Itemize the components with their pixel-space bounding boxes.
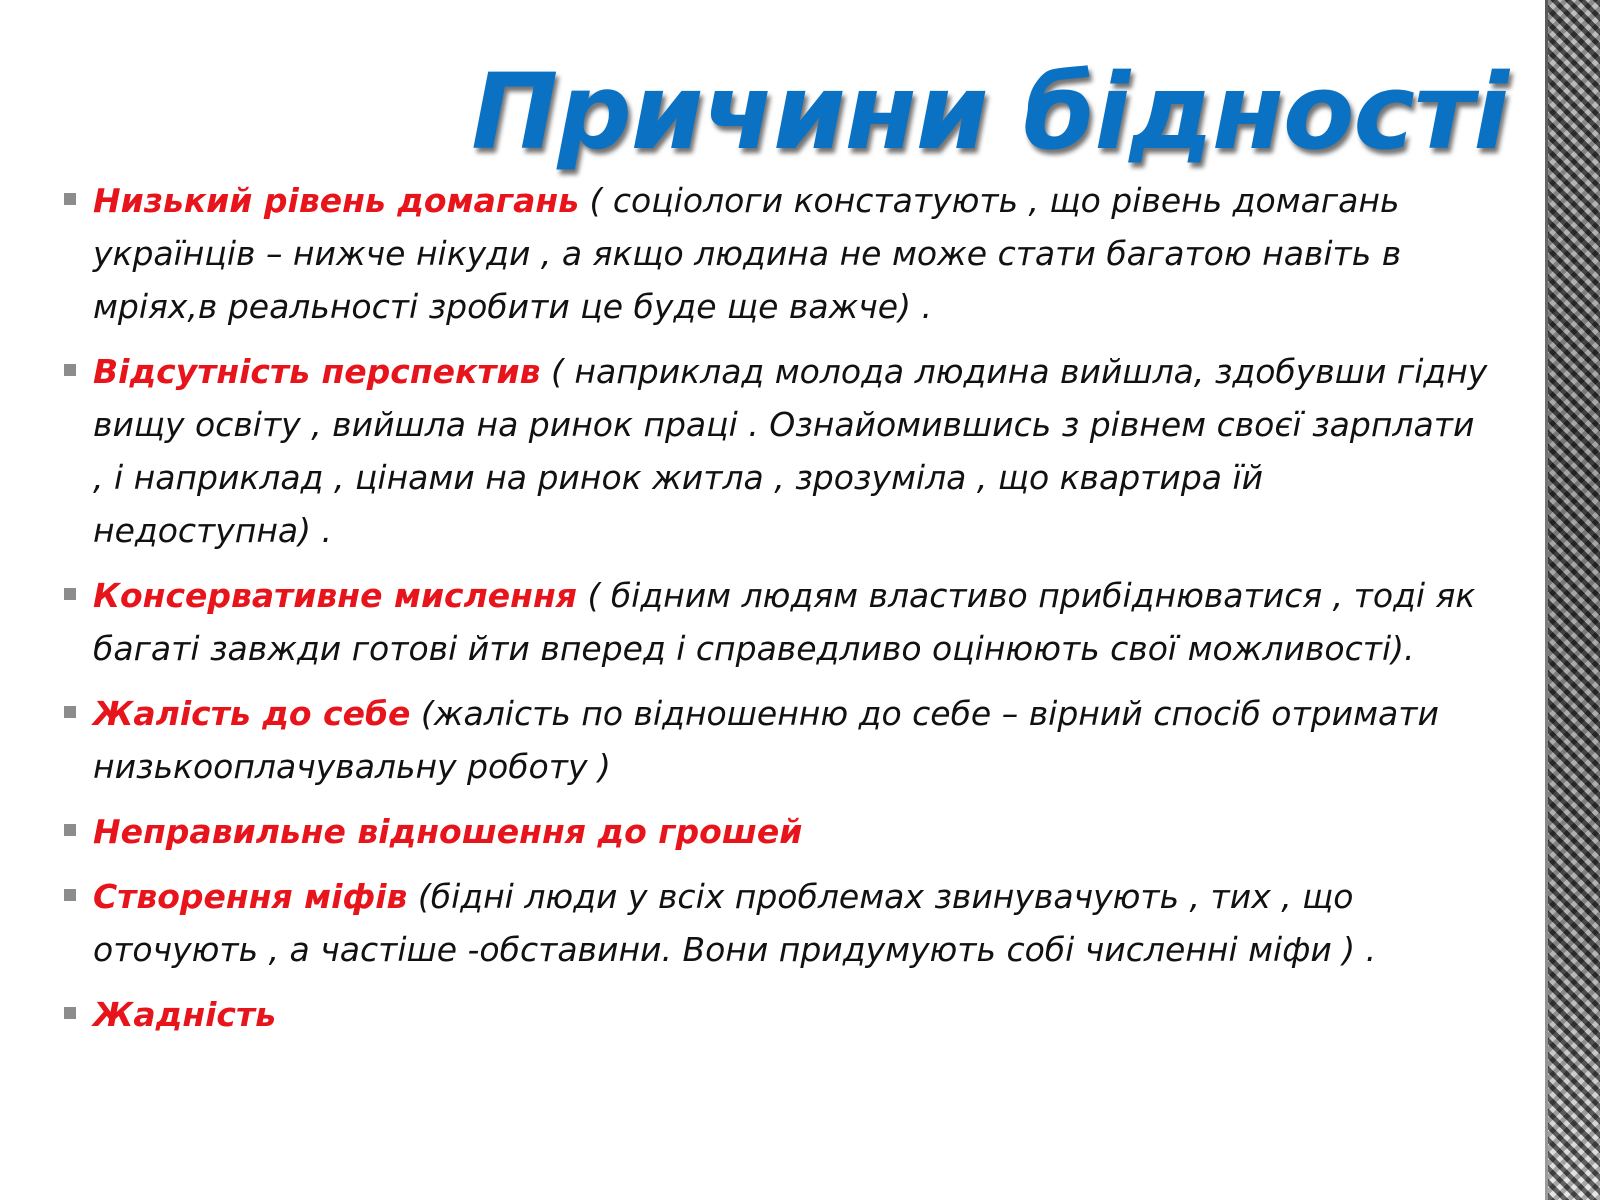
bullet-item-low-aspirations	[60, 174, 1490, 333]
bullet-item-self-pity	[60, 687, 1490, 793]
bullet-item-greed	[60, 988, 1490, 1041]
bullet-item-conservative-thinking	[60, 569, 1490, 675]
square-bullet-icon	[64, 889, 76, 901]
square-bullet-icon	[64, 193, 76, 205]
slide-title: Причини бідності	[471, 51, 1508, 173]
bullet-list	[60, 174, 1490, 1053]
square-bullet-icon	[64, 364, 76, 376]
bullet-heading: Неправильне відношення до грошей	[93, 812, 803, 851]
square-bullet-icon	[64, 824, 76, 836]
bullet-heading: Відсутність перспектив	[93, 352, 541, 391]
bullet-heading: Жалість до себе	[93, 694, 411, 733]
bullet-text: (жалість по відношенню до себе – вірний спосіб отримати низькооплачувальну роботу )	[93, 694, 1439, 786]
square-bullet-icon	[64, 706, 76, 718]
bullet-text: ( бідним людям властиво прибіднюватися , тоді як багаті завжди готові йти вперед і справедливо оцінюють свої можливості).	[93, 576, 1476, 668]
bullet-item-money-attitude	[60, 805, 1490, 858]
bullet-heading: Консервативне мислення	[93, 576, 577, 615]
square-bullet-icon	[64, 1007, 76, 1019]
bullet-heading: Жадність	[93, 995, 276, 1034]
bullet-text: (бідні люди у всіх проблемах звинувачують , тих , що оточують , а частіше -обставини. Вони придумують собі численні міфи ) .	[93, 877, 1377, 969]
bullet-heading: Низький рівень домагань	[93, 181, 580, 220]
bullet-item-no-prospects	[60, 345, 1490, 557]
decorative-side-strip	[1548, 0, 1600, 1200]
bullet-heading: Створення міфів	[93, 877, 408, 916]
bullet-item-myths	[60, 870, 1490, 976]
bullet-text: ( наприклад молода людина вийшла, здобувши гідну вищу освіту , вийшла на ринок праці . Ознайомившись з рівнем своєї зарплати , і наприклад , цінами на ринок житла , зрозуміла , що квартира їй недоступна) .	[93, 352, 1488, 550]
bullet-text: ( соціологи констатують , що рівень домагань українців – нижче нікуди , а якщо людина не може стати багатою навіть в мріях,в реальності зробити це буде ще важче) .	[93, 181, 1402, 326]
square-bullet-icon	[64, 588, 76, 600]
